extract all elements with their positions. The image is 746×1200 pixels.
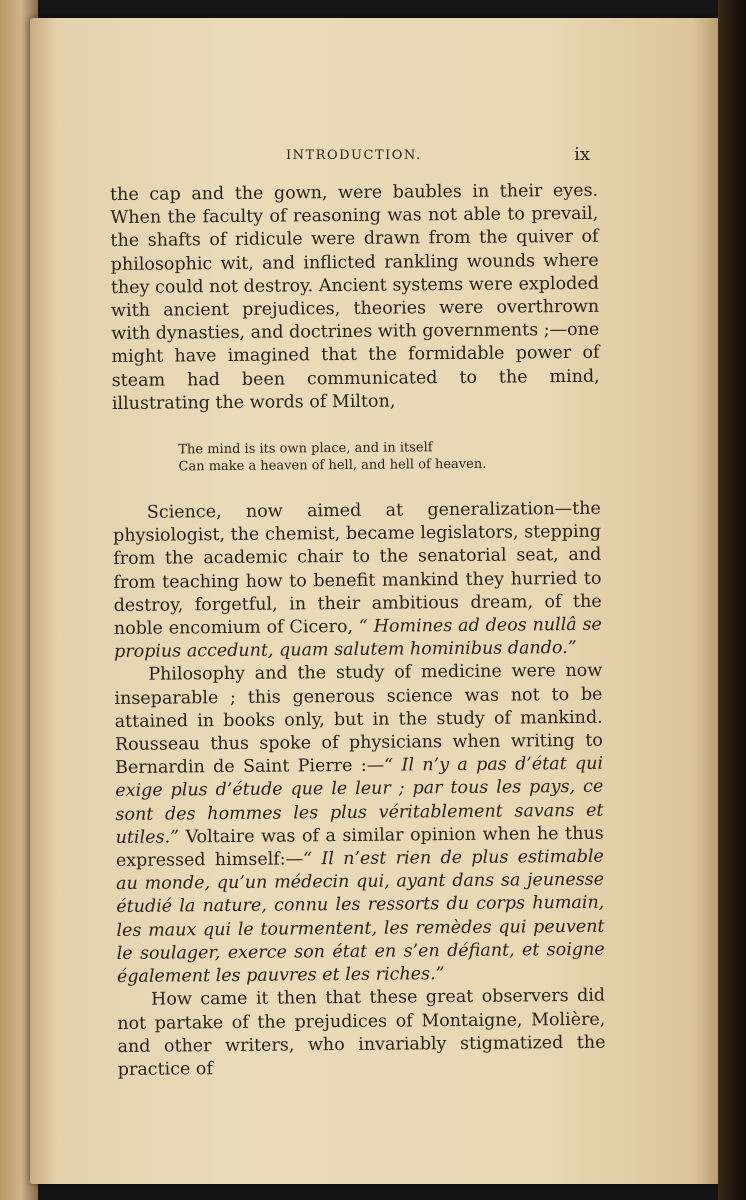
rousseau-quote: “ Il n’y a pas d’état qui exige plus d’étude que le leur ; par tous les pays, ce sont des hommes les plus véritablement savans et utiles.” [115,753,604,848]
running-head [140,144,590,172]
philosophy-text-2: Voltaire was of a similar opinion when he thus expressed himself:— [115,823,604,872]
running-title: INTRODUCTION. [286,148,422,163]
milton-quotation [178,438,600,476]
paragraph-final: How came it then that these great observers did not partake of the prejudices of Montaigne, Molière, and other writers, who invariably stigmatized the practice of [117,986,606,1080]
page-number: ix [574,144,590,165]
voltaire-quote: “ Il n’est rien de plus estimable au monde, qu’un médecin qui, ayant dans sa jeunesse étudié la nature, connu les ressorts du corps humain, les maux qui le tourmentent, les remèdes qui peuvent le soulager, exerce son état en s’en défiant, et soigne également les pauvres et les riches.” [116,846,605,988]
quotation-line-2: Can make a heaven of hell, and hell of heaven. [178,456,487,475]
philosophy-text-1: Philosophy and the study of medicine were now inseparable ; this generous science was not to be attained in books only, but in the study of mankind. Rousseau thus spoke of physicians when writing to Bernardin de Saint Pierre :— [114,661,603,779]
paragraph-1: the cap and the gown, were baubles in their eyes. When the faculty of reasoning was not able to prevail, the shafts of ridicule were drawn from the quiver of philosophic wit, and inflicted rankling wounds where they could not destroy. Ancient systems were exploded with ancient prejudices, theories were overthrown with dynasties, and doctrines with governments ;—one might have imagined that the formidable power of steam had been communicated to the mind, illustrating the words of Milton, [110,180,600,414]
body-text [110,180,606,1082]
book-cover-edge [718,0,746,1200]
paragraph-science [113,498,602,665]
cicero-latin-quote: “ Homines ad deos nullâ se propius accedunt, quam salutem hominibus dando.” [113,614,602,663]
quotation-line-1: The mind is its own place, and in itself [178,440,433,458]
science-text: Science, now aimed at generalization—the physiologist, the chemist, became legislators, stepping from the academic chair to the senatorial seat, and from teaching how to benefit mankind they hurried to destroy, forgetful, in their ambitious dream, of the noble encomium of Cicero, [112,498,602,640]
paragraph-philosophy [114,660,605,989]
